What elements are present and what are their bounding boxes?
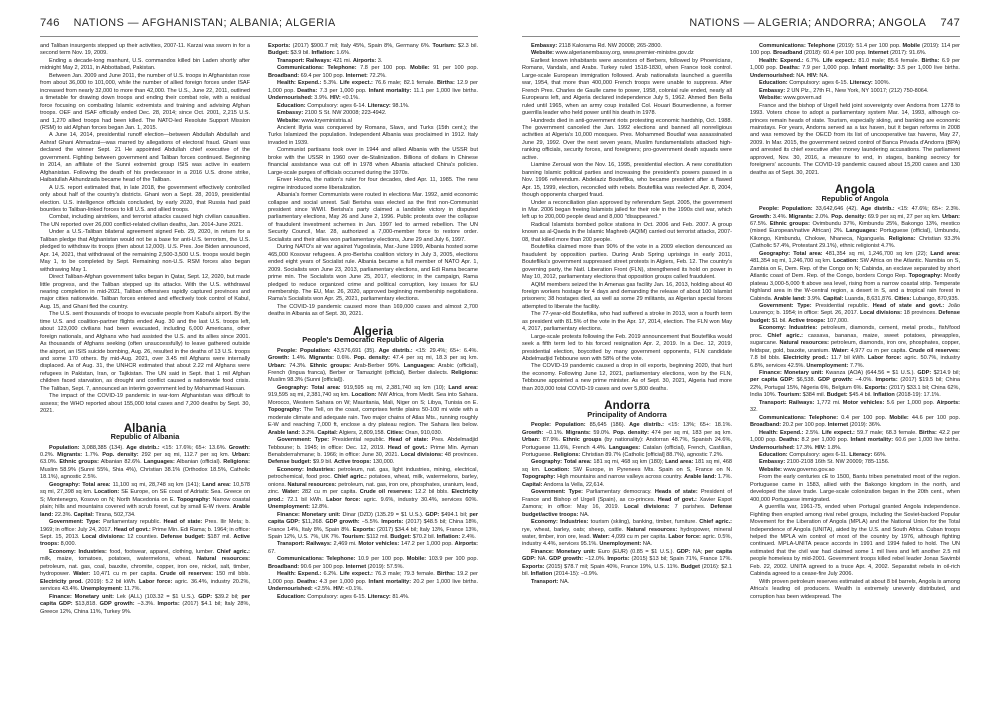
algeria-people: People: Population: 43,576,691 (35). Age distrib.: <15: 29.4%; 65+: 6.4%. Growth: 1.4%. Migrants: 0.6%. Pop. density: 47.4 per sq mi, 18.3 per sq km. Urban: 74.3%. Ethnic groups: Arab-Berber 99%. Languages: Arabic (official), French (lingua franca), Berber or Tamazight (official), Berber dialects. Religions: Muslim 98.3% (Sunni [official]). <box>268 347 478 384</box>
paragraph: Earliest known inhabitants were ancestors of Berbers, followed by Phoenicians, Romans, Vandals, and Arabs. Turkey ruled 1518-1830, when France took control. Large-scale European immigration followed. Arab nationalists launched a guerrilla war, 1954, that more than 400,000 French troops were unable to suppress. After French Pres. Charles de Gaulle came to power, 1958, colonial rule ended, nearly all Europeans left, and Algeria declared independence July 5, 1962. Ahmed Ben Bella ruled until 1965, when an army coup installed Col. Houari Boumedienne, a former guerrilla leader who held power until his death in 1978. <box>522 57 732 117</box>
columns-right <box>522 43 960 708</box>
algeria-website: Website: www.algerianembassy.org, www.premier-ministre.gov.dz <box>531 50 694 57</box>
angola-people: People: Population: 33,642,646 (42). Age distrib.: <15: 47.6%; 65+: 2.3%. Growth: 3.4%. Migrants: 2.0%. Pop. density: 69.9 per sq mi, 27 per sq km. Urban: 67.5%. Ethnic groups: Ovimbundu 37%, Kimbundu 25%, Bakongo 13%, mestico (mixed European/native African) 2%. Languages: Portuguese (official), Umbundu, Kikongo, Kimbundu, Chokwe, Nhaneca, Nganguela. Religions: Christian 93.3% (Catholic 57.4%, Protestant 29.1%), ethnic religionist 4.7%. <box>750 206 960 250</box>
angola-economy: Economy: Industries: petroleum, diamonds, cement, metal prods., fish/food proc. Chief agric.: cassava, bananas, maize, sweet potatoes, pineapples, sugarcane. Natural resources: petroleum, diamonds, iron ore, phosphates, copper, feldspar, gold, bauxite, uranium. Water: 4,977 cu m per capita. Crude oil reserves: 7.8 bil bbls. Electricity prod.: 11.7 bil kWh. Labor force: agric. 50.7%, industry 6.8%, services 42.5%. Unemployment: 7.7%. <box>750 325 960 369</box>
paragraph: Combat, including airstrikes, and terrorist attacks caused high civilian casualties. The UN reported over 26,000 conflict-related civilian deaths, Jan. 2014-June 2021. <box>40 214 250 228</box>
angola-health: Health: Expend.: 2.5%. Life expect.: 59.7 male; 68.3 female. Births: 42.2 per 1,000 pop. Deaths: 8.2 per 1,000 pop. Infant mortality: 60.6 per 1,000 live births. Undernourished: 17.3%. HIV: 1.8%. <box>750 429 960 451</box>
country-subtitle-algeria: People's Democratic Republic of Algeria <box>302 335 444 345</box>
paragraph: and Taliban insurgents stepped up their activities, 2007-11. Karzai was sworn in for a second term Nov. 19, 2009. <box>40 43 250 57</box>
albania-exports: Exports: (2017) $900.7 mil; Italy 45%, Spain 8%, Germany 6%. Tourism: $2.3 bil. Budget: $3.9 bil. Inflation: 1.6%. <box>268 43 478 57</box>
andorra-transport: Transport: NA. <box>531 578 570 585</box>
paragraph: Direct Taliban-Afghan government talks began in Qatar, Sept. 12, 2020, but made little progress, and the Taliban stepped up its attacks. With the U.S. withdrawal nearing completion in mid-2021, Taliban offensives rapidly captured provinces and major cities nationwide. Taliban forces entered and effectively took control of Kabul, Aug. 15, and Ghani fled the country. <box>40 274 250 310</box>
andorra-health: Health: Expend.: 6.7%. Life expect.: 81.0 male; 85.6 female. Births: 6.9 per 1,000 pop. Deaths: 7.9 per 1,000 pop. Infant mortality: 3.5 per 1,000 live births. Undernourished: NA. HIV: NA. <box>750 57 960 79</box>
paragraph: Radical Islamists bombed police stations in Oct. 2006 and Feb. 2007. A group known as al-Qaeda in the Islamic Maghreb (AQIM) carried out terrorist attacks, 2007-08, that killed more than 200 people. <box>522 221 732 243</box>
albania-economy: Economy: Industries: food, footwear, apparel, clothing, lumber. Chief agric.: milk, maize, tomatoes, potatoes, watermelons, wheat. Natural resources: petroleum, nat. gas, coal, bauxite, chromite, copper, iron ore, nickel, salt, timber, hydropower. Water: 10,471 cu m per capita. Crude oil reserves: 150 mil bbls. Electricity prod. (2019): 5.2 bil kWh. Labor force: agric. 36.4%, industry 20.2%, services 43.4%. Unemployment: 11.7%. <box>40 548 250 593</box>
country-heading-albania: Albania <box>123 421 167 435</box>
andorra-finance: Finance: Monetary unit: Euro (EUR) (0.85 = $1 U.S.). GDP: NA; per capita GDP: NA. GDP growth: −12.0%. Imports: (2015) $13 bil; Spain 71%, France 17%. Exports: (2015) $78.7 mil; Spain 40%, France 19%, U.S. 11%. Budget (2016): $2.1 bil. Inflation (2014-15): −0.9%. <box>522 548 732 578</box>
paragraph: Under a U.S.-Taliban bilateral agreement signed Feb. 29, 2020, in return for a Taliban pledge that Afghanistan would not be a base for anti-U.S. terrorism, the U.S. pledged to withdraw its troops (then about 12,000). U.S. Pres. Joe Biden announced, Apr. 14, 2021, that withdrawal of the remaining 2,500-3,500 U.S. troops would begin May 1, to be completed by Sept. Remaining non-U.S. RSM forces also began withdrawing May 1. <box>40 229 250 273</box>
albania-website: Website: www.kryeministria.al <box>277 117 352 124</box>
algeria-education: Education: Compulsory: ages 6-15. Literacy: 81.4%. <box>277 593 410 600</box>
albania-education: Education: Compulsory: ages 6-14. Literacy: 98.1%. <box>277 102 410 109</box>
running-title-right: NATIONS — ALGERIA; ANDORRA; ANGOLA <box>689 17 927 29</box>
paragraph: The 77-year-old Bouteflika, who had suffered a stroke in 2013, won a fourth term as president with 81.5% of the vote in the Apr. 17, 2014, election. The FLN won May 4, 2017, parliamentary elections. <box>522 311 732 333</box>
angola-communications: Communications: Telephone: 0.4 per 100 pop. Mobile: 44.6 per 100 pop. Broadband: 20.2 per 100 pop. Internet (2019): 36%. <box>750 414 960 429</box>
running-head-left <box>40 17 478 32</box>
column-1 <box>40 43 250 708</box>
paragraph: Ending a decade-long manhunt, U.S. commandos killed bin Laden shortly after midnight May 2, 2011, in Abbottabad, Pakistan. <box>40 57 250 72</box>
columns-left <box>40 43 478 708</box>
algeria-communications: Communications: Telephone: 10.9 per 100 pop. Mobile: 103.9 per 100 pop. Broadband: 90.6 per 100 pop. Internet (2019): 57.5%. <box>268 556 478 570</box>
algeria-government: Government: Type: Presidential republic. Head of state: Pres. Abdelmadjid Tebboune; b. 1945; in office: Dec. 12, 2019. Head of govt.: Prime Min. Ayman Benabderrahmane; b. 1966; in office: June 30, 2021. Local divisions: 48 provinces. Defense budget: $9.9 bil. Active troops: 130,000. <box>268 437 478 466</box>
paragraph: Albania's former Communists were routed in elections Mar. 1992, amid economic collapse and social unrest. Sali Berisha was elected as the first non-Communist president since WWII. Berisha's party claimed a landslide victory in disputed parliamentary elections, May 26 and June 2, 1996. Public protests over the collapse of fraudulent investment schemes in Jan. 1997 led to armed rebellion. The UN Security Council, Mar. 28, authorized a 7,000-member force to restore order. Socialists and their allies won parliamentary elections, June 29 and July 6, 1997. <box>268 192 478 243</box>
folio-right: 747 <box>940 17 960 29</box>
angola-website: Website: www.governo.gov.ao <box>759 466 835 473</box>
folio-left: 746 <box>40 17 60 29</box>
page-right <box>500 0 1000 714</box>
paragraph: France and the bishop of Urgell held joint sovereignty over Andorra from 1278 to 1993. Voters chose to adopt a parliamentary system Mar. 14, 1993, although co-princes remain heads of state. Tourism, especially skiing, and banking are economic mainstays. For years, Andorra served as a tax haven, but it began reforms in 2008 and was removed by the OECD from its list of uncooperative tax havens, May 27, 2009. In Mar. 2015, the government seized control of Banca Privada d'Andorra (BPA) and arrested its chief executive after money laundering accusations. The parliament approved, Nov. 30, 2016, a measure to end, in stages, banking secrecy for foreigners' accounts. The COVID-19 pandemic caused about 15,200 cases and 130 deaths as of Sept. 30, 2021. <box>750 102 960 176</box>
header-rule-right <box>522 36 960 37</box>
paragraph: AQIM members seized the In Amenas gas facility Jan. 16, 2013, holding about 40 foreign workers hostage for 4 days and demanding the release of about 100 Islamist prisoners; 38 hostages died, as well as some 29 militants, as Algerian special forces attempted to liberate the facility. <box>522 281 732 310</box>
algeria-geography: Geography: Total area: 919,595 sq mi, 2,381,740 sq km (10); Land area: 919,595 sq mi, 2,381,740 sq km. Location: NW Africa, from Medit. Sea into Sahara. Morocco, Western Sahara on W; Mauritania, Mali, Niger on S; Libya, Tunisia on E. Topography: The Tell, on the coast, comprises fertile plains 50-100 mi wide with a moderate climate and adequate rain. Two major chains of Atlas Mts., running roughly E-W and reaching 7,000 ft, enclose a dry plateau region. The Sahara lies below. Arable land: 3.2%. Capital: Algiers, 2,809,158. Cities: Oran, 910,030. <box>268 384 478 436</box>
andorra-economy: Economy: Industries: tourism (skiing), banking, timber, furniture. Chief agric.: rye, wheat, barley, oats; sheep, cattle. Natural resources: hydropower, mineral water, timber, iron ore, lead. Water: 4,099 cu m per capita. Labor force: agric. 0.5%, industry 4.4%, services 95.1%. Unemployment: NA. <box>522 519 732 548</box>
albania-communications: Communications: Telephone: 7.8 per 100 pop. Mobile: 91 per 100 pop. Broadband: 69.4 per 100 pop. Internet: 72.2%. <box>268 65 478 79</box>
andorra-people: People: Population: 85,645 (186). Age distrib.: <15: 13%; 65+: 18.1%. Growth: −0.1%. Migrants: 59.0%. Pop. density: 474 per sq mi, 183 per sq km. Urban: 87.9%. Ethnic groups (by nationality): Andorran 48.7%, Spanish 24.6%, Portuguese 11.6%, French 4.4%. Languages: Catalan (official), French, Castilian, Portuguese. Religions: Christian 89.7% (Catholic [official] 88.7%), agnostic 7.2%. <box>522 422 732 459</box>
column-4 <box>750 43 960 708</box>
algeria-health: Health: Expend.: 6.2%. Life expect.: 76.3 male; 79.3 female. Births: 19.2 per 1,000 pop. Deaths: 4.3 per 1,000 pop. Infant mortality: 20.2 per 1,000 live births. Undernourished: <2.5%. HIV: <0.1%. <box>268 571 478 593</box>
paragraph: A guerrilla war, 1961-75, ended when Portugal granted Angola independence. Fighting then erupted among rival rebel groups, including the Soviet-backed Popular Movement for the Liberation of Angola (MPLA) and the National Union for the Total Independence of Angola (UNITA), aided by the U.S. and South Africa. Cuban troops helped the MPLA win control of most of the country by 1976, although fighting continued. MPLA-UNITA peace accords in 1991 and 1994 failed to hold. The UN estimated that the civil war had claimed some 1 mil lives and left another 2.5 mil people homeless by mid-2001. Government troops killed rebel leader Jonas Savimbi Feb. 22, 2002. UNITA agreed to a truce Apr. 4, 2002. Separatist rebels in oil-rich Cabinda agreed to a cease-fire July 2006. <box>750 504 960 578</box>
paragraph: The COVID-19 pandemic caused more than 169,000 cases and almost 2,700 deaths in Albania as of Sept. 30, 2021. <box>268 303 478 318</box>
country-subtitle-angola: Republic of Angola <box>821 193 889 203</box>
albania-government: Government: Type: Parliamentary republic. Head of state: Pres. Ilir Meta; b. 1969; in office: July 24, 2017. Head of govt.: Prime Min. Edi Rama; b. 1964; in office: Sept. 15, 2013. Local divisions: 12 counties. Defense budget: $187 mil. Active troops: 8,000. <box>40 519 250 548</box>
andorra-website: Website: www.govern.ad <box>759 95 822 102</box>
paragraph: With proven petroleum reserves estimated at about 8 bil barrels, Angola is among Africa's leading oil producers. Wealth is extremely unevenly distributed, and corruption has been widespread. The <box>750 578 960 600</box>
algeria-embassy: Embassy: 2118 Kalorama Rd. NW 20008; 265-2800. <box>531 43 662 49</box>
paragraph: Enver Hoxha, the nation's ruler for four decades, died Apr. 11, 1985. The new regime introduced some liberalization. <box>268 177 478 191</box>
paragraph: A U.S. report estimated that, in late 2018, the government effectively controlled only about half of the country's districts. Ghani won a Sept. 28, 2019, presidential election. U.S. intelligence officials concluded, by early 2020, that Russia had paid bounties to Taliban-linked forces to kill U.S. and allied troops. <box>40 184 250 213</box>
paragraph: The COVID-19 pandemic caused a drop in oil exports, beginning 2020, that hurt the economy. Following June 12, 2021, parliamentary elections, won by the FLN, Tebboune appointed a new prime minister. As of Sept. 30, 2021, Algeria had more than 203,000 total COVID-19 cases and over 5,800 deaths. <box>522 363 732 392</box>
andorra-embassy: Embassy: 2 UN Plz., 27th Fl., New York, NY 10017; (212) 750-8064. <box>759 87 929 94</box>
algeria-finance: Finance: Monetary unit: Dinar (DZD) (135.29 = $1 U.S.). GDP: $494.1 bil; per capita GDP: $11,268. GDP growth: −5.5%. Imports: (2017) $48.5 bil; China 18%, France 14%, Italy 8%, Spain 8%. Exports: (2017) $34.4 bil; Italy 13%, France 13%, Spain 12%, U.S. 7%, UK 7%. Tourism: $112 mil. Budget: $70.2 bil. Inflation: 2.4%. <box>268 511 478 540</box>
andorra-education: Education: Compulsory: ages 6-15. Literacy: 100%. <box>759 80 891 87</box>
albania-people: Population: 3,088,385 (134). Age distrib.: <15: 17.6%; 65+: 13.6%. Growth: 0.2%. Migrants: 1.7%. Pop. density: 292 per sq mi, 112.7 per sq km. Urban: 63.0%. Ethnic groups: Albanian 82.6%. Languages: Albanian (official). Religions: Muslim 58.9% (Sunni 55%, Shia 4%), Christian 38.1% (Orthodox 18.5%, Catholic 18.1%), agnostic 2.5%. <box>40 444 250 481</box>
albania-finance: Finance: Monetary unit: Lek (ALL) (103.32 = $1 U.S.). GDP: $39.2 bil; per capita GDP: $13,818. GDP growth: −3.3%. Imports: (2017) $4.1 bil; Italy 28%, Greece 12%, China 11%, Turkey 9%. <box>40 593 250 615</box>
angola-transport: Transport: Railways: 1,772 mi. Motor vehicles: 5.6 per 1,000 pop. Airports: 32. <box>750 399 960 414</box>
column-2 <box>268 43 478 708</box>
paragraph: Liamine Zeroual won the Nov. 16, 1995, presidential election. A new constitution banning Islamic political parties and increasing the president's powers passed in a Nov. 1996 referendum. Abdelaziz Bouteflika, who became president after a flawed Apr. 15, 1999, election, reconciled with rebels. Bouteflika was reelected Apr. 8, 2004, though opponents charged fraud. <box>522 162 732 199</box>
angola-education: Education: Compulsory: ages 6-11. Literacy: 66%. <box>759 452 887 459</box>
andorra-government: Government: Type: Parliamentary democracy. Heads of state: President of France and Bishop of Urgell (Spain), as co-princes. Head of govt.: Xavier Espot Zamora; in office: May 16, 2019. Local divisions: 7 parishes. Defense budget/active troops: NA. <box>522 489 732 518</box>
albania-geography: Geography: Total area: 11,100 sq mi, 28,748 sq km (141); Land area: 10,578 sq mi, 27,398 sq km. Location: SE Europe, on SE coast of Adriatic Sea. Greece on S; Montenegro, Kosovo on N; North Macedonia on E. Topography: Narrow coastal plain; hills and mountains covered with scrub forest, cut by small E-W rivers. Arable land: 22.3%. Capital: Tirana, 502,734. <box>40 481 250 518</box>
country-heading-algeria: Algeria <box>352 324 393 338</box>
andorra-communications: Communications: Telephone (2019): 51.4 per 100 pop. Mobile (2019): 114 per 100 pop. Broadband (2018): 60.4 per 100 pop. Internet (2017): 91.6%. <box>750 43 960 57</box>
albania-health: Health: Expend.: 5.3%. Life expect.: 76.6 male; 82.1 female. Births: 12.9 per 1,000 pop. Deaths: 7.3 per 1,000 pop. Infant mortality: 11.1 per 1,000 live births. Undernourished: 3.9%. HIV: <0.1%. <box>268 80 478 102</box>
paragraph: The U.S. sent thousands of troops to evacuate people from Kabul's airport. By the time U.S. and coalition-partner flights ended Aug. 30 and the last U.S. troops left, about 123,000 civilians had been evacuated, including 6,000 Americans, other foreign nationals, and Afghans who had assisted the U.S. and its allies since 2001. As thousands of Afghans seeking (often unsuccessfully) to leave gathered outside the airport, an ISIS suicide bombing, Aug. 26, resulted in the deaths of 13 U.S. troops and some 170 others. By mid-Aug. 2021, over 3.45 mil Afghans were internally displaced. As of Aug. 31, the UNHCR estimated that about 2.22 mil Afghans were refugees in Pakistan, Iran, or Tajikistan. The UN said in Sept. that 1 mil Afghan children faced starvation, as drought and conflict caused a nationwide food crisis. The Taliban, Sept. 7, announced an interim government led by Mohammad Hassan. <box>40 311 250 392</box>
paragraph: Communist partisans took over in 1944 and allied Albania with the USSR but broke with the USSR in 1960 over de-Stalinization. Billions of dollars in Chinese financial assistance was cut off in 1978 when Albania attacked China's policies. Large-scale purges of officials occurred during the 1970s. <box>268 147 478 176</box>
paragraph: The impact of the COVID-19 pandemic in war-torn Afghanistan was difficult to assess; the WHO reported about 155,000 total cases and 7,200 deaths by Sept. 30, 2021. <box>40 393 250 415</box>
angola-geography: Geography: Total area: 481,354 sq mi, 1,246,700 sq km (22); Land area: 481,354 sq mi, 1,246,700 sq km. Location: SW Africa on the Atlantic. Namibia on S, Zambia on E, Dem. Rep. of the Congo on N; Cabinda, an exclave separated by short Atlantic coast of Dem. Rep. of the Congo, borders Congo Rep. Topography: Mostly plateau 3,000-5,000 ft above sea level, rising from a narrow coastal strip. Temperate highland area in the W-central region, a desert in S, and a tropical rain forest in Cabinda. Arable land: 3.9%. Capital: Luanda, 8,631,876. Cities: Lubango, 870,935. <box>750 250 960 302</box>
paragraph: From the early centuries cE to 1500, Bantu tribes penetrated most of the region. Portuguese came in 1583, allied with the Bakongo kingdom in the north, and developed the slave trade. Large-scale colonization began in the 20th cent., when 400,000 Portuguese immigrated. <box>750 474 960 503</box>
paragraph: Ancient Illyria was conquered by Romans, Slavs, and Turks (15th cent.); the Turks Islamized the population. Independent Albania was proclaimed in 1912. Italy invaded in 1939. <box>268 124 478 146</box>
running-title-left: NATIONS — AFGHANISTAN; ALBANIA; ALGERIA <box>73 17 336 29</box>
albania-embassy: Embassy: 2100 S St. NW 20008; 223-4942. <box>277 110 387 117</box>
angola-finance: Finance: Monetary unit: Kwanza (AOA) (644.56 = $1 U.S.). GDP: $214.9 bil; per capita GDP: $6,538. GDP growth: −4.0%. Imports: (2017) $19.5 bil; China 22%, Portugal 15%, Nigeria 6%, Belgium 6%. Exports: (2017) $33.1 bil; China 62%, India 10%. Tourism: $384 mil. Budget: $45.4 bil. Inflation (2018-19): 17.1%. <box>750 370 960 399</box>
paragraph: During NATO's air war against Yugoslavia, Mar.-June 1999, Albania hosted some 465,000 Kosovar refugees. A pro-Berisha coalition victory in July 3, 2005, elections ended eight years of Socialist rule. Albania became a full member of NATO Apr. 1, 2009. Socialists won June 23, 2013, parliamentary elections, and Edi Rama became prime min. The Socialists won June 25, 2017, elections; in the campaign, Rama pledged to reduce organized crime and political corruption, key issues for EU membership. The EU, Mar. 26, 2020, approved beginning membership negotiations. Rama's Socialists won Apr. 25, 2021, parliamentary elections. <box>268 244 478 303</box>
country-subtitle-albania: Republic of Albania <box>110 432 180 442</box>
country-heading-andorra: Andorra <box>604 399 650 413</box>
andorra-geography: Geography: Total area: 181 sq mi, 468 sq km (180); Land area: 181 sq mi, 468 sq km. Location: SW Europe, in Pyrenees Mts. Spain on S, France on N. Topography: High mountains and narrow valleys across country. Arable land: 1.7%. Capital: Andorra la Vella, 22,614. <box>522 459 732 488</box>
paragraph: Hundreds died in anti-government riots protesting economic hardship, Oct. 1988. The government canceled the Jan. 1992 elections and banned all nonreligious activities at Algeria's 10,000 mosques. Pres. Mohammed Boudiaf was assassinated June 29, 1992. Over the next seven years, Muslim fundamentalists attacked high-ranking officials, security forces, and foreigners; pro-government death squads were active. <box>522 117 732 161</box>
column-3 <box>522 43 732 708</box>
angola-embassy: Embassy: 2100-2108 16th St. NW 20009; 785-1156. <box>759 459 890 466</box>
paragraph: Bouteflika claimed more than 90% of the vote in a 2009 election denounced as fraudulent by opposition parties. During Arab Spring uprisings in early 2011, Bouteflika's government suppressed street protests in Algiers, Feb. 12. The country's governing party, the Natl. Liberation Front (FLN), strengthened its hold on power in May 10, 2012, parliamentary elections that opposition groups called fraudulent. <box>522 244 732 281</box>
algeria-transport: Transport: Railways: 2,469 mi. Motor vehicles: 147.2 per 1,000 pop. Airports: 67. <box>268 541 478 555</box>
paragraph: Under a reconciliation plan approved by referendum Sept. 2005, the government in Mar. 2006 began freeing Islamists jailed for their role in the 1990s civil war, which left up to 200,000 people dead and 8,000 "disappeared." <box>522 199 732 221</box>
running-head-right <box>522 17 960 32</box>
country-heading-angola: Angola <box>835 183 875 197</box>
paragraph: Between Jan. 2009 and June 2011, the number of U.S. troops in Afghanistan rose from about 36,000 to 101,000, while the number of allied foreign forces under ISAF increased from nearly 32,000 to more than 42,000. The U.S., June 22, 2011, outlined a timetable for drawing down troops and ending their combat role, with a residual force focusing on combating Islamic extremists and training and advising Afghan troops. OEF and ISAF officially ended Dec. 28, 2014; since Oct. 2001, 2,215 U.S. and 1,270 allied troops had been killed. The NATO-led Resolute Support Mission (RSM) to aid Afghan forces began Jan. 1, 2015. <box>40 72 250 131</box>
paragraph: Large-scale protests following the Feb. 2019 announcement that Bouteflika would seek a fifth term led to his forced resignation Apr. 2, 2019. In a Dec. 12, 2019, presidential election, boycotted by many government opponents, FLN candidate Abdelmadjid Tebboune won with 58% of the vote. <box>522 333 732 363</box>
header-rule-left <box>40 36 478 37</box>
paragraph: A June 14, 2014, presidential runoff election—between Abdullah Abdullah and Ashraf Ghani Ahmadzai—was marred by allegations of electoral fraud. Ghani was declared the winner Sept. 21 He appointed Abdullah chief executive of the government. Fighting between government and Taliban forces continued. Beginning in 2014, an affiliate of the Sunni extremist group ISIS was active in eastern Afghanistan. Following the death of his predecessor in a 2016 U.S. drone strike, Haibatullah Akhundzada became head of the Taliban. <box>40 132 250 184</box>
angola-government: Government: Type: Presidential republic. Head of state and govt.: João Lourenço; b. 1954; in office: Sept. 26, 2017. Local divisions: 18 provinces. Defense budget: $1 bil. Active troops: 107,000. <box>750 302 960 324</box>
country-subtitle-andorra: Principality of Andorra <box>587 409 667 419</box>
algeria-economy: Economy: Industries: petroleum, nat. gas, light industries, mining, electrical, petrochemical, food proc. Chief agric.: potatoes, wheat, milk, watermelons, barley, onions. Natural resources: petroleum, nat. gas, iron ore, phosphates, uranium, lead, zinc. Water: 282 cu m per capita. Crude oil reserves: 12.2 bil bbls. Electricity prod.: 72.1 bil kWh. Labor force: agric. 9.6%, industry 30.4%, services 60%. Unemployment: 12.8%. <box>268 466 478 511</box>
albania-transport: Transport: Railways: 421 mi. Airports: 3. <box>277 57 383 64</box>
